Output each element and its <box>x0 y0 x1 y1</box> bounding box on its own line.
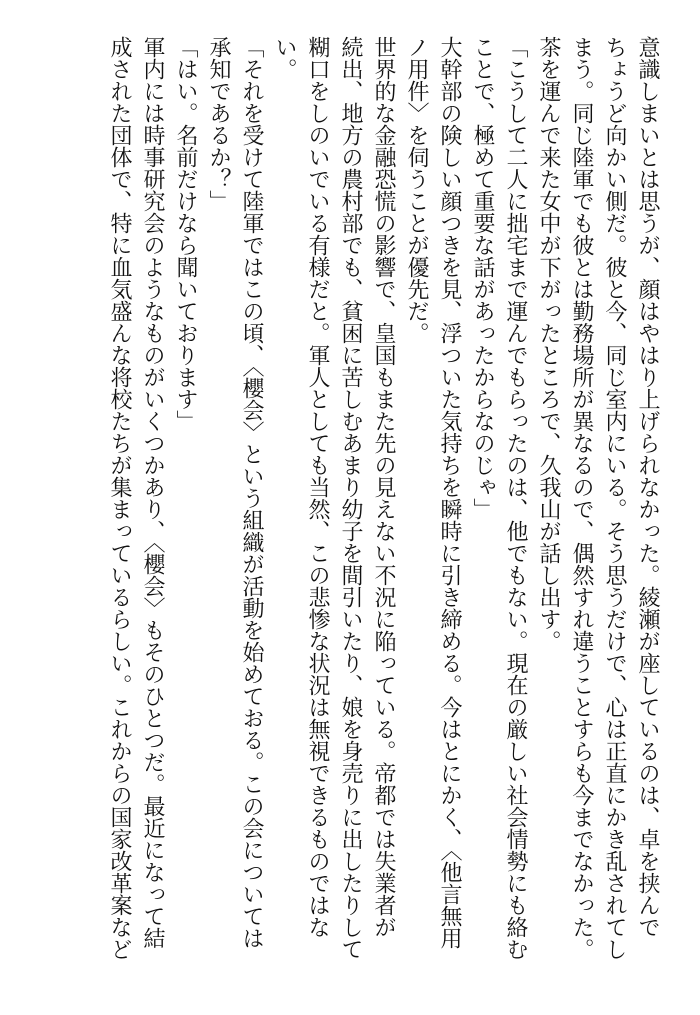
text-line-5: 「こうして二人に拙宅まで運んでもらったのは、他でもない。現在の厳しい社会情勢にも絡む <box>503 36 528 960</box>
text-line-15: 「はい。名前だけなら聞いております」 <box>173 36 198 432</box>
text-line-10: 続出、地方の農村部でも、貧困に苦しむあまり幼子を間引いたり、娘を身売りに出したりして <box>338 36 363 960</box>
text-line-7: 大幹部の険しい顔つきを見、浮ついた気持ちを瞬時に引き締める。今はとにかく、〈他言無用 <box>437 36 462 949</box>
text-line-16: 軍内には時事研究会のようなものがいくつかあり、〈櫻会〉もそのひとつだ。最近になって結 <box>140 36 165 949</box>
text-line-3: まう。同じ陸軍でも彼とは勤務場所が異なるので、偶然すれ違うことすらも今までなかった。 <box>569 36 594 960</box>
text-line-11: 糊口をしのいでいる有様だと。軍人としても当然、この悲惨な状況は無視できるものではな <box>305 36 330 938</box>
text-line-12: い。 <box>272 36 297 80</box>
text-line-9: 世界的な金融恐慌の影響で、皇国もまた先の見えない不況に陥っている。帝都では失業者が <box>371 36 396 938</box>
text-line-6: ことで、極めて重要な話があったからなのじゃ」 <box>470 36 495 520</box>
vertical-text-body <box>24 36 664 976</box>
text-line-17: 成された団体で、特に血気盛んな将校たちが集まっているらしい。これからの国家改革案など <box>107 36 132 960</box>
text-line-4: 茶を運んで来た女中が下がったところで、久我山が話し出す。 <box>536 36 561 652</box>
text-line-2: ちょうど向かい側だ。彼と今、同じ室内にいる。そう思うだけで、心は正直にかき乱されてし <box>602 36 627 960</box>
text-line-1: 意識しまいとは思うが、顔はやはり上げられなかった。綾瀬が座しているのは、卓を挟んで <box>635 36 660 938</box>
text-line-14: 承知であるか？」 <box>206 36 231 212</box>
text-line-13: 「それを受けて陸軍ではこの頃、〈櫻会〉という組織が活動を始めておる。この会については <box>239 36 264 949</box>
text-line-8: ノ用件〉を伺うことが優先だ。 <box>404 36 429 344</box>
